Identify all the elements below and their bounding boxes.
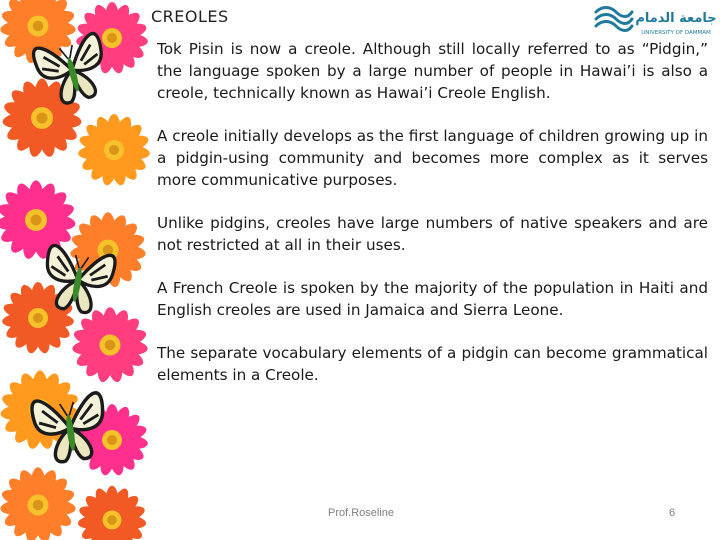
- logo-wave-icon: [596, 8, 632, 31]
- flower: [0, 467, 76, 540]
- paragraph: Tok Pisin is now a creole. Although still locally referred to as “Pidgin,” the language spoken by a large number of people in Hawai’i is also a creole, technically known as Hawai’i Creole English.: [157, 40, 708, 102]
- logo-english-text: UNIVERSITY OF DAMMAM: [641, 30, 711, 36]
- flower: [72, 307, 149, 383]
- slide-title: CREOLES: [151, 7, 229, 26]
- floral-border: [0, 0, 150, 540]
- slide-body: [157, 38, 708, 407]
- logo-arabic-text: جامعة الدمام: [635, 11, 716, 26]
- page-number: 6: [669, 507, 676, 519]
- paragraph: A creole initially develops as the first language of children growing up in a pidgin-using community and becomes more complex as it serves more communicative purposes.: [157, 127, 708, 189]
- flower: [77, 486, 146, 540]
- university-logo: [592, 2, 716, 42]
- paragraph: The separate vocabulary elements of a pidgin can become grammatical elements in a Creole.: [157, 344, 708, 384]
- paragraph: A French Creole is spoken by the majority of the population in Haiti and English creoles are used in Jamaica and Sierra Leone.: [157, 279, 708, 319]
- footer-author: Prof.Roseline: [328, 507, 395, 519]
- flower: [0, 180, 76, 260]
- paragraph: Unlike pidgins, creoles have large numbers of native speakers and are not restricted at all in their uses.: [157, 214, 708, 254]
- flower: [77, 114, 150, 187]
